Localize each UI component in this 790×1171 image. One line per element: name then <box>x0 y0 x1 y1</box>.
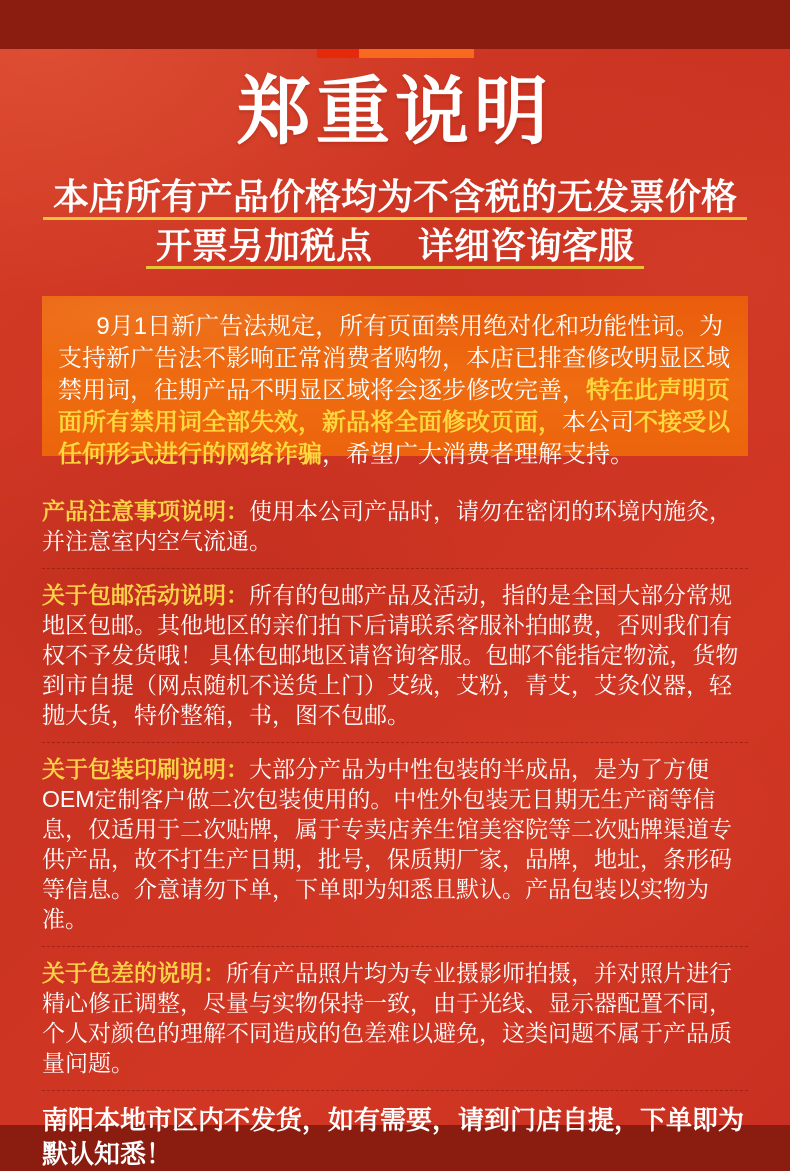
section-label: 关于色差的说明： <box>42 959 226 986</box>
section-free-shipping <box>42 580 748 730</box>
notes-sections <box>42 496 748 1171</box>
store-statement-banner <box>0 49 790 1169</box>
ad-law-notice-box <box>42 296 748 468</box>
notice-text-white-1: 9月1日新广告法规定，所有页面禁用绝对化和功能性词。为支持新广告法不影响正常消费者购物，本店已排查修改明显区域禁用词，往期产品不明显区域将会逐步修改完善， <box>58 312 730 404</box>
section-paragraph <box>42 496 748 556</box>
section-product-precautions <box>42 496 748 556</box>
dashed-divider <box>42 568 748 569</box>
section-paragraph <box>42 958 748 1078</box>
section-label: 关于包邮活动说明： <box>42 581 249 608</box>
subtitle-line-1-text: 本店所有产品价格均为不含税的无发票价格 <box>43 178 747 220</box>
accent-bar-orange-segment <box>359 49 474 58</box>
notice-text-highlight-1: 特在此声明页面所有禁用词全部失效，新品将全面修改页面， <box>58 376 730 436</box>
page-title: 郑重说明 <box>237 70 553 153</box>
accent-bar <box>317 49 474 58</box>
accent-bar-dark-segment <box>317 49 359 58</box>
ad-law-notice-paragraph <box>58 311 732 471</box>
section-label: 关于包装印刷说明： <box>42 755 249 782</box>
local-pickup-notice: 南阳本地市区内不发货，如有需要，请到门店自提，下单即为默认知悉！ <box>42 1104 745 1169</box>
dashed-divider <box>42 1090 748 1091</box>
section-text: 使用本公司产品时，请勿在密闭的环境内施灸，并注意室内空气流通。 <box>42 497 732 554</box>
notice-text-white-3: ，希望广大消费者理解支持。 <box>322 440 634 468</box>
section-text: 所有产品照片均为专业摄影师拍摄，并对照片进行精心修正调整，尽量与实物保持一致，由于光线、显示器配置不同，个人对颜色的理解不同造成的色差难以避免，这类问题不属于产品质量问题。 <box>42 959 732 1076</box>
section-label: 产品注意事项说明： <box>42 497 249 524</box>
section-paragraph <box>42 754 748 934</box>
subtitle-line-2 <box>0 224 790 269</box>
section-text: 大部分产品为中性包装的半成品，是为了方便OEM定制客户做二次包装使用的。中性外包装无日期无生产商等信息，仅适用于二次贴牌，属于专卖店养生馆美容院等二次贴牌渠道专供产品，故不打生产日期，批号，保质期厂家，品牌，地址，条形码等信息。介意请勿下单，下单即为知悉且默认。产品包装以实物为准。 <box>42 755 732 932</box>
subtitle-line-2-text: 开票另加税点 详细咨询客服 <box>146 227 644 269</box>
section-paragraph <box>42 580 748 730</box>
dashed-divider <box>42 946 748 947</box>
dashed-divider <box>42 742 748 743</box>
notice-text-highlight-2: 不接受以任何形式进行的网络诈骗 <box>58 408 730 468</box>
subtitle-line-1 <box>0 178 790 220</box>
notice-text-white-2: 本公司 <box>562 408 634 436</box>
section-packaging-printing <box>42 754 748 934</box>
section-text: 所有的包邮产品及活动，指的是全国大部分常规地区包邮。其他地区的亲们拍下后请联系客服补拍邮费，否则我们有权不予发货哦！ 具体包邮地区请咨询客服。包邮不能指定物流，货物到市自提（网点随机不送货上门）艾绒，艾粉，青艾，艾灸仪器，轻抛大货，特价整箱，书，图不包邮。 <box>42 581 739 728</box>
section-color-difference <box>42 958 748 1078</box>
